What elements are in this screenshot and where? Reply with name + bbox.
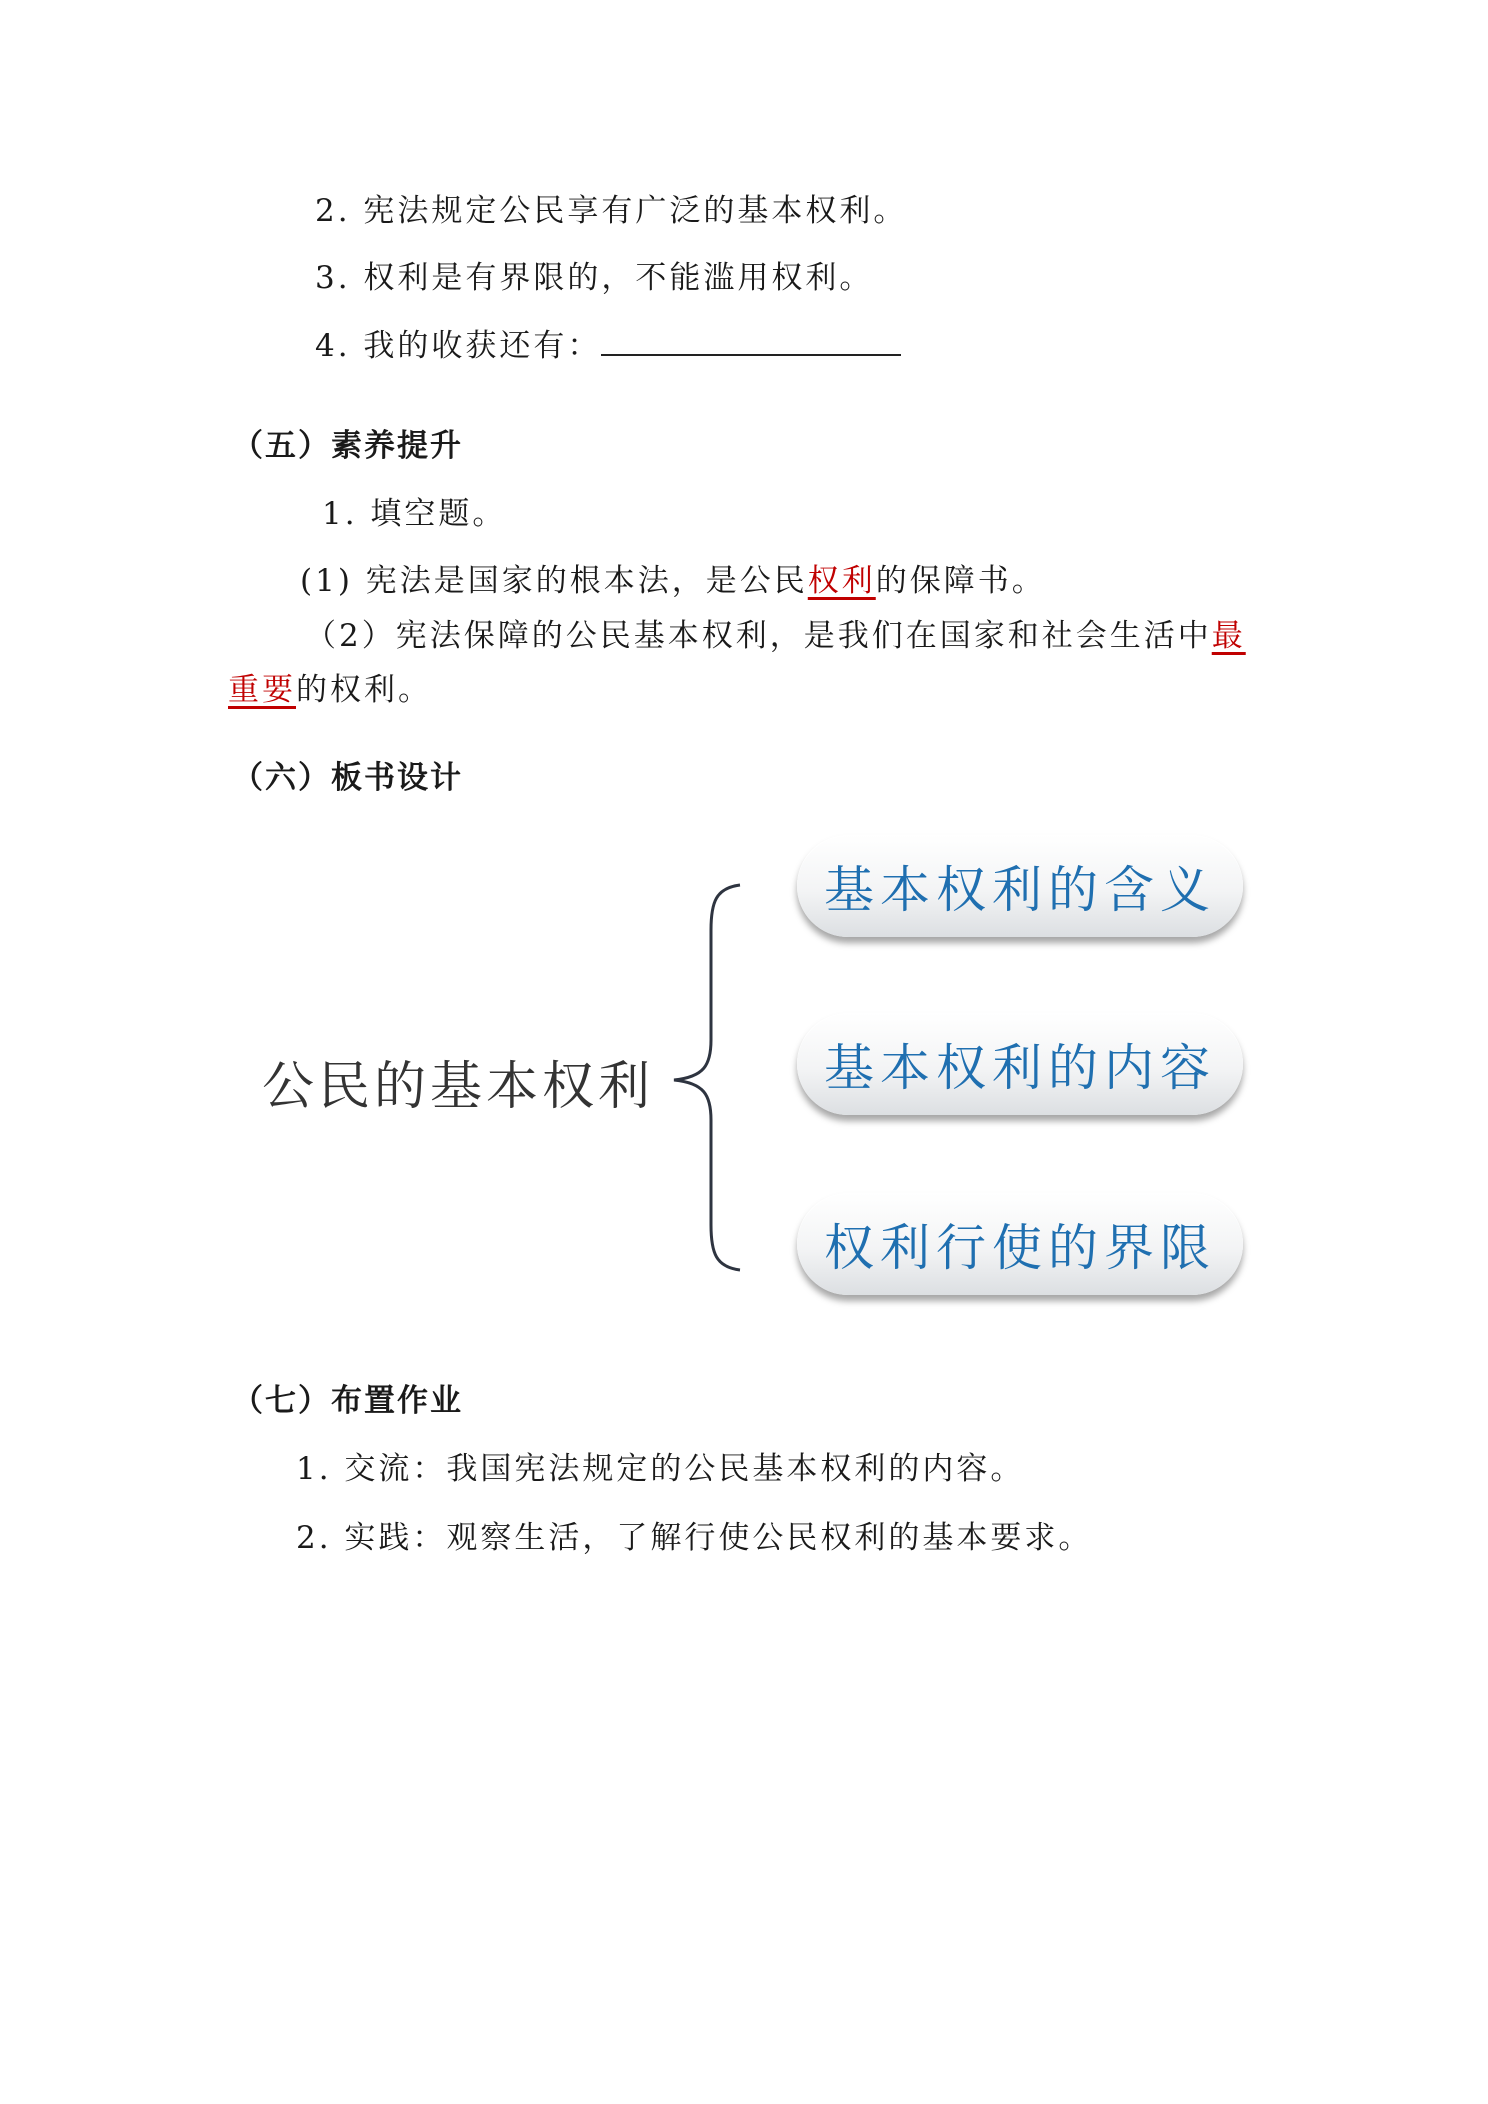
section-5-heading: （五）素养提升	[232, 428, 463, 464]
branch-limits: 权利行使的界限	[797, 1193, 1243, 1295]
homework-1: 1. 交流：我国宪法规定的公民基本权利的内容。	[296, 1451, 1025, 1487]
homework-2: 2. 实践：观察生活，了解行使公民权利的基本要求。	[296, 1520, 1093, 1556]
answer-blank[interactable]	[601, 326, 901, 356]
mind-map-root: 公民的基本权利	[262, 1057, 655, 1117]
branch-meaning: 基本权利的含义	[797, 835, 1243, 937]
fill-blank-2-line-b: 重要的权利。	[228, 672, 432, 708]
summary-item-4-label: 4. 我的收获还有：	[315, 328, 602, 364]
fill-answer-1: 权利	[807, 563, 876, 599]
section-7-heading: （七）布置作业	[232, 1383, 463, 1419]
summary-item-3: 3. 权利是有界限的，不能滥用权利。	[315, 260, 874, 296]
fill-answer-2b: 重要	[228, 672, 296, 708]
fill-answer-2a: 最	[1211, 618, 1246, 654]
branch-content: 基本权利的内容	[797, 1013, 1243, 1115]
fill-blank-1: (1) 宪法是国家的根本法，是公民权利的保障书。	[300, 563, 1046, 599]
question-1: 1. 填空题。	[322, 496, 507, 532]
summary-item-4	[315, 320, 901, 365]
section-6-heading: （六）板书设计	[232, 760, 463, 796]
summary-item-2: 2. 宪法规定公民享有广泛的基本权利。	[315, 193, 908, 229]
fill-blank-2-line-a: （2）宪法保障的公民基本权利，是我们在国家和社会生活中最	[305, 618, 1246, 654]
